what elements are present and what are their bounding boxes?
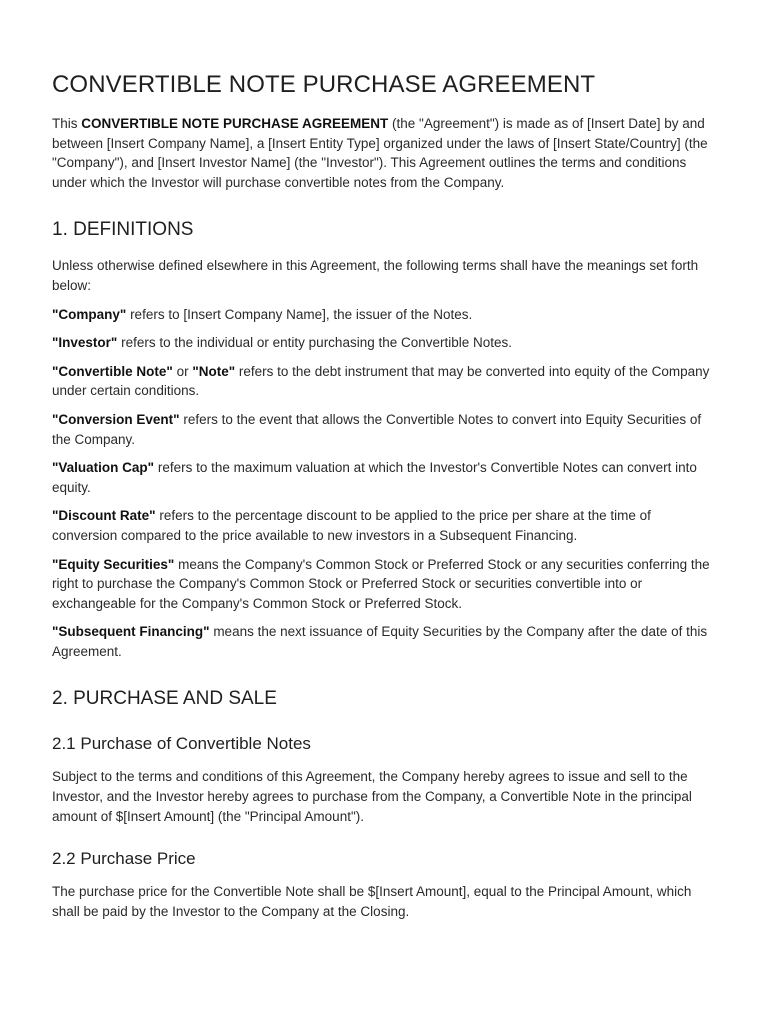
- definition-connector: or: [172, 363, 193, 379]
- intro-paragraph: [52, 114, 718, 192]
- definition-discount-rate: [52, 506, 718, 545]
- definition-text: refers to the individual or entity purchasing the Convertible Notes.: [117, 335, 513, 351]
- section-1-heading: 1. DEFINITIONS: [52, 219, 194, 241]
- subsection-2-2-text: The purchase price for the Convertible Note shall be $[Insert Amount], equal to the Principal Amount, which shall be paid by the Investor to the Company at the Closing.: [52, 884, 692, 919]
- definition-conversion-event: [52, 410, 718, 449]
- definition-term: "Investor": [52, 335, 118, 351]
- intro-bold-title: CONVERTIBLE NOTE PURCHASE AGREEMENT: [81, 116, 389, 131]
- definition-text: refers to the percentage discount to be applied to the price per share at the time of conversion compared to the price available to new investors in a Subsequent Financing.: [52, 508, 651, 543]
- definitions-intro: Unless otherwise defined elsewhere in this Agreement, the following terms shall have the meanings set forth below:: [52, 258, 699, 293]
- intro-rest: (the "Agreement") is made as of [Insert Date] by and between [Insert Company Name], a [Insert Entity Type] organized under the laws of [Insert State/Country] (the "Company"), and [Insert Investor Name] (the "Investor"). This Agreement outlines the terms and conditions under which the Investor will purchase convertible notes from the Company.: [52, 116, 708, 190]
- definition-term: "Company": [52, 306, 127, 322]
- subsection-2-1-text: Subject to the terms and conditions of this Agreement, the Company hereby agrees to issue and sell to the Investor, and the Investor hereby agrees to purchase from the Company, a Convertible Note in the principal amount of $[Insert Amount] (the "Principal Amount").: [52, 769, 692, 824]
- definition-term: "Subsequent Financing": [52, 624, 210, 640]
- definition-investor: [52, 333, 718, 353]
- subsection-2-2-heading: 2.2 Purchase Price: [52, 849, 196, 869]
- definition-text: refers to the debt instrument that may be converted into equity of the Company under certain conditions.: [52, 363, 710, 399]
- document-title: CONVERTIBLE NOTE PURCHASE AGREEMENT: [52, 71, 596, 98]
- definition-term: "Convertible Note": [52, 363, 173, 379]
- definition-term: "Valuation Cap": [52, 460, 155, 476]
- definition-convertible-note: [52, 362, 718, 401]
- definition-text: refers to [Insert Company Name], the issuer of the Notes.: [126, 306, 473, 322]
- definition-text: means the Company's Common Stock or Preferred Stock or any securities conferring the right to purchase the Company's Common Stock or Preferred Stock or securities convertible into or exchangeable for the Company's Common Stock or Preferred Stock.: [52, 556, 710, 611]
- definition-equity-securities: [52, 555, 718, 614]
- definition-term: "Discount Rate": [52, 508, 156, 524]
- definition-text: refers to the maximum valuation at which the Investor's Convertible Notes can convert into equity.: [52, 460, 697, 495]
- definition-term: "Conversion Event": [52, 411, 180, 427]
- definition-term: "Equity Securities": [52, 556, 175, 572]
- definition-subsequent-financing: [52, 622, 718, 661]
- definition-term-alt: "Note": [192, 363, 236, 379]
- definition-company: [52, 305, 718, 325]
- definition-text: means the next issuance of Equity Securities by the Company after the date of this Agreement.: [52, 624, 708, 659]
- definition-valuation-cap: [52, 458, 718, 497]
- definition-text: refers to the event that allows the Convertible Notes to convert into Equity Securities of the Company.: [52, 411, 702, 447]
- intro-prefix: This: [52, 116, 82, 131]
- subsection-2-1-heading: 2.1 Purchase of Convertible Notes: [52, 734, 311, 754]
- section-2-heading: 2. PURCHASE AND SALE: [52, 688, 277, 710]
